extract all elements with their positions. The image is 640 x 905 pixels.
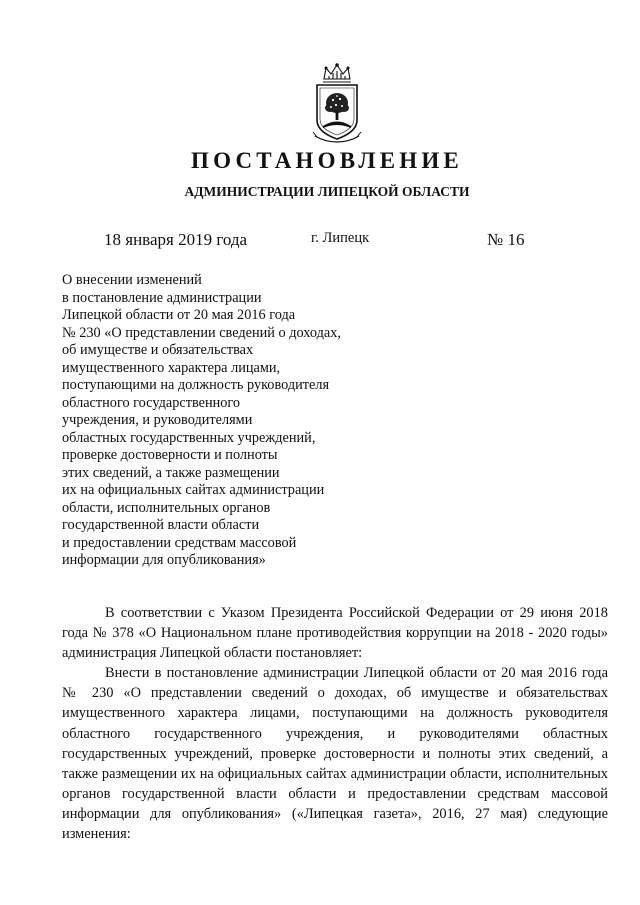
subject-line: их на официальных сайтах администрации: [62, 482, 325, 498]
subject-line: в постановление администрации: [62, 289, 262, 306]
body-paragraph-resolution: Внести в постановление администрации Липецкой области от 20 мая 2016 года № 230 «О представлении сведений о доходах, об имуществе и обязательствах имущественного характера лицами, поступающими на должность руководителя областного государственного учреждения, и руководителями областных государственных учреждений, проверке достоверности и полноты этих сведений, а также размещении их на официальных сайтах администрации области, исполнительных органов государственной власти области и предоставлении средствам массовой информации для опубликования» («Липецкая газета», 2016, 27 мая) следующие изменения:: [62, 665, 608, 843]
subject-line: Липецкой области от 20 мая 2016 года: [62, 307, 296, 323]
subject-line: области, исполнительных органов: [62, 499, 271, 516]
subject-line: проверке достоверности и полноты: [62, 447, 278, 463]
document-number: № 16: [487, 230, 525, 249]
subject-line: и предоставлении средствам массовой: [62, 534, 297, 551]
subject-line: областного государственного: [62, 394, 241, 411]
coat-of-arms-icon: [311, 62, 363, 144]
subject-line: № 230 «О представлении сведений о доходах,: [62, 324, 341, 341]
body-paragraph-preamble: В соответствии с Указом Президента Российской Федерации от 29 июня 2018 года № 378 «О Национальном плане противодействия коррупции на 2018 - 2020 годы» администрация Липецкой области постановляет:: [62, 605, 608, 662]
document-date: 18 января 2019 года: [104, 230, 248, 249]
document-city: г. Липецк: [311, 230, 370, 246]
subject-line: О внесении изменений: [62, 272, 202, 288]
issuing-authority: АДМИНИСТРАЦИИ ЛИПЕЦКОЙ ОБЛАСТИ: [184, 184, 470, 199]
subject-line: имущественного характера лицами,: [62, 359, 281, 376]
document-title: ПОСТАНОВЛЕНИЕ: [191, 148, 463, 173]
subject-line: поступающими на должность руководителя: [62, 377, 330, 393]
subject-line: учреждения, и руководителями: [62, 412, 253, 428]
subject-line: государственной власти области: [62, 517, 260, 533]
document-subject: [62, 272, 392, 570]
subject-line: об имуществе и обязательствах: [62, 342, 254, 358]
document-body: [62, 603, 608, 844]
subject-line: этих сведений, а также размещении: [62, 464, 280, 481]
subject-line: областных государственных учреждений,: [62, 429, 316, 446]
subject-line: информации для опубликования»: [62, 552, 266, 568]
